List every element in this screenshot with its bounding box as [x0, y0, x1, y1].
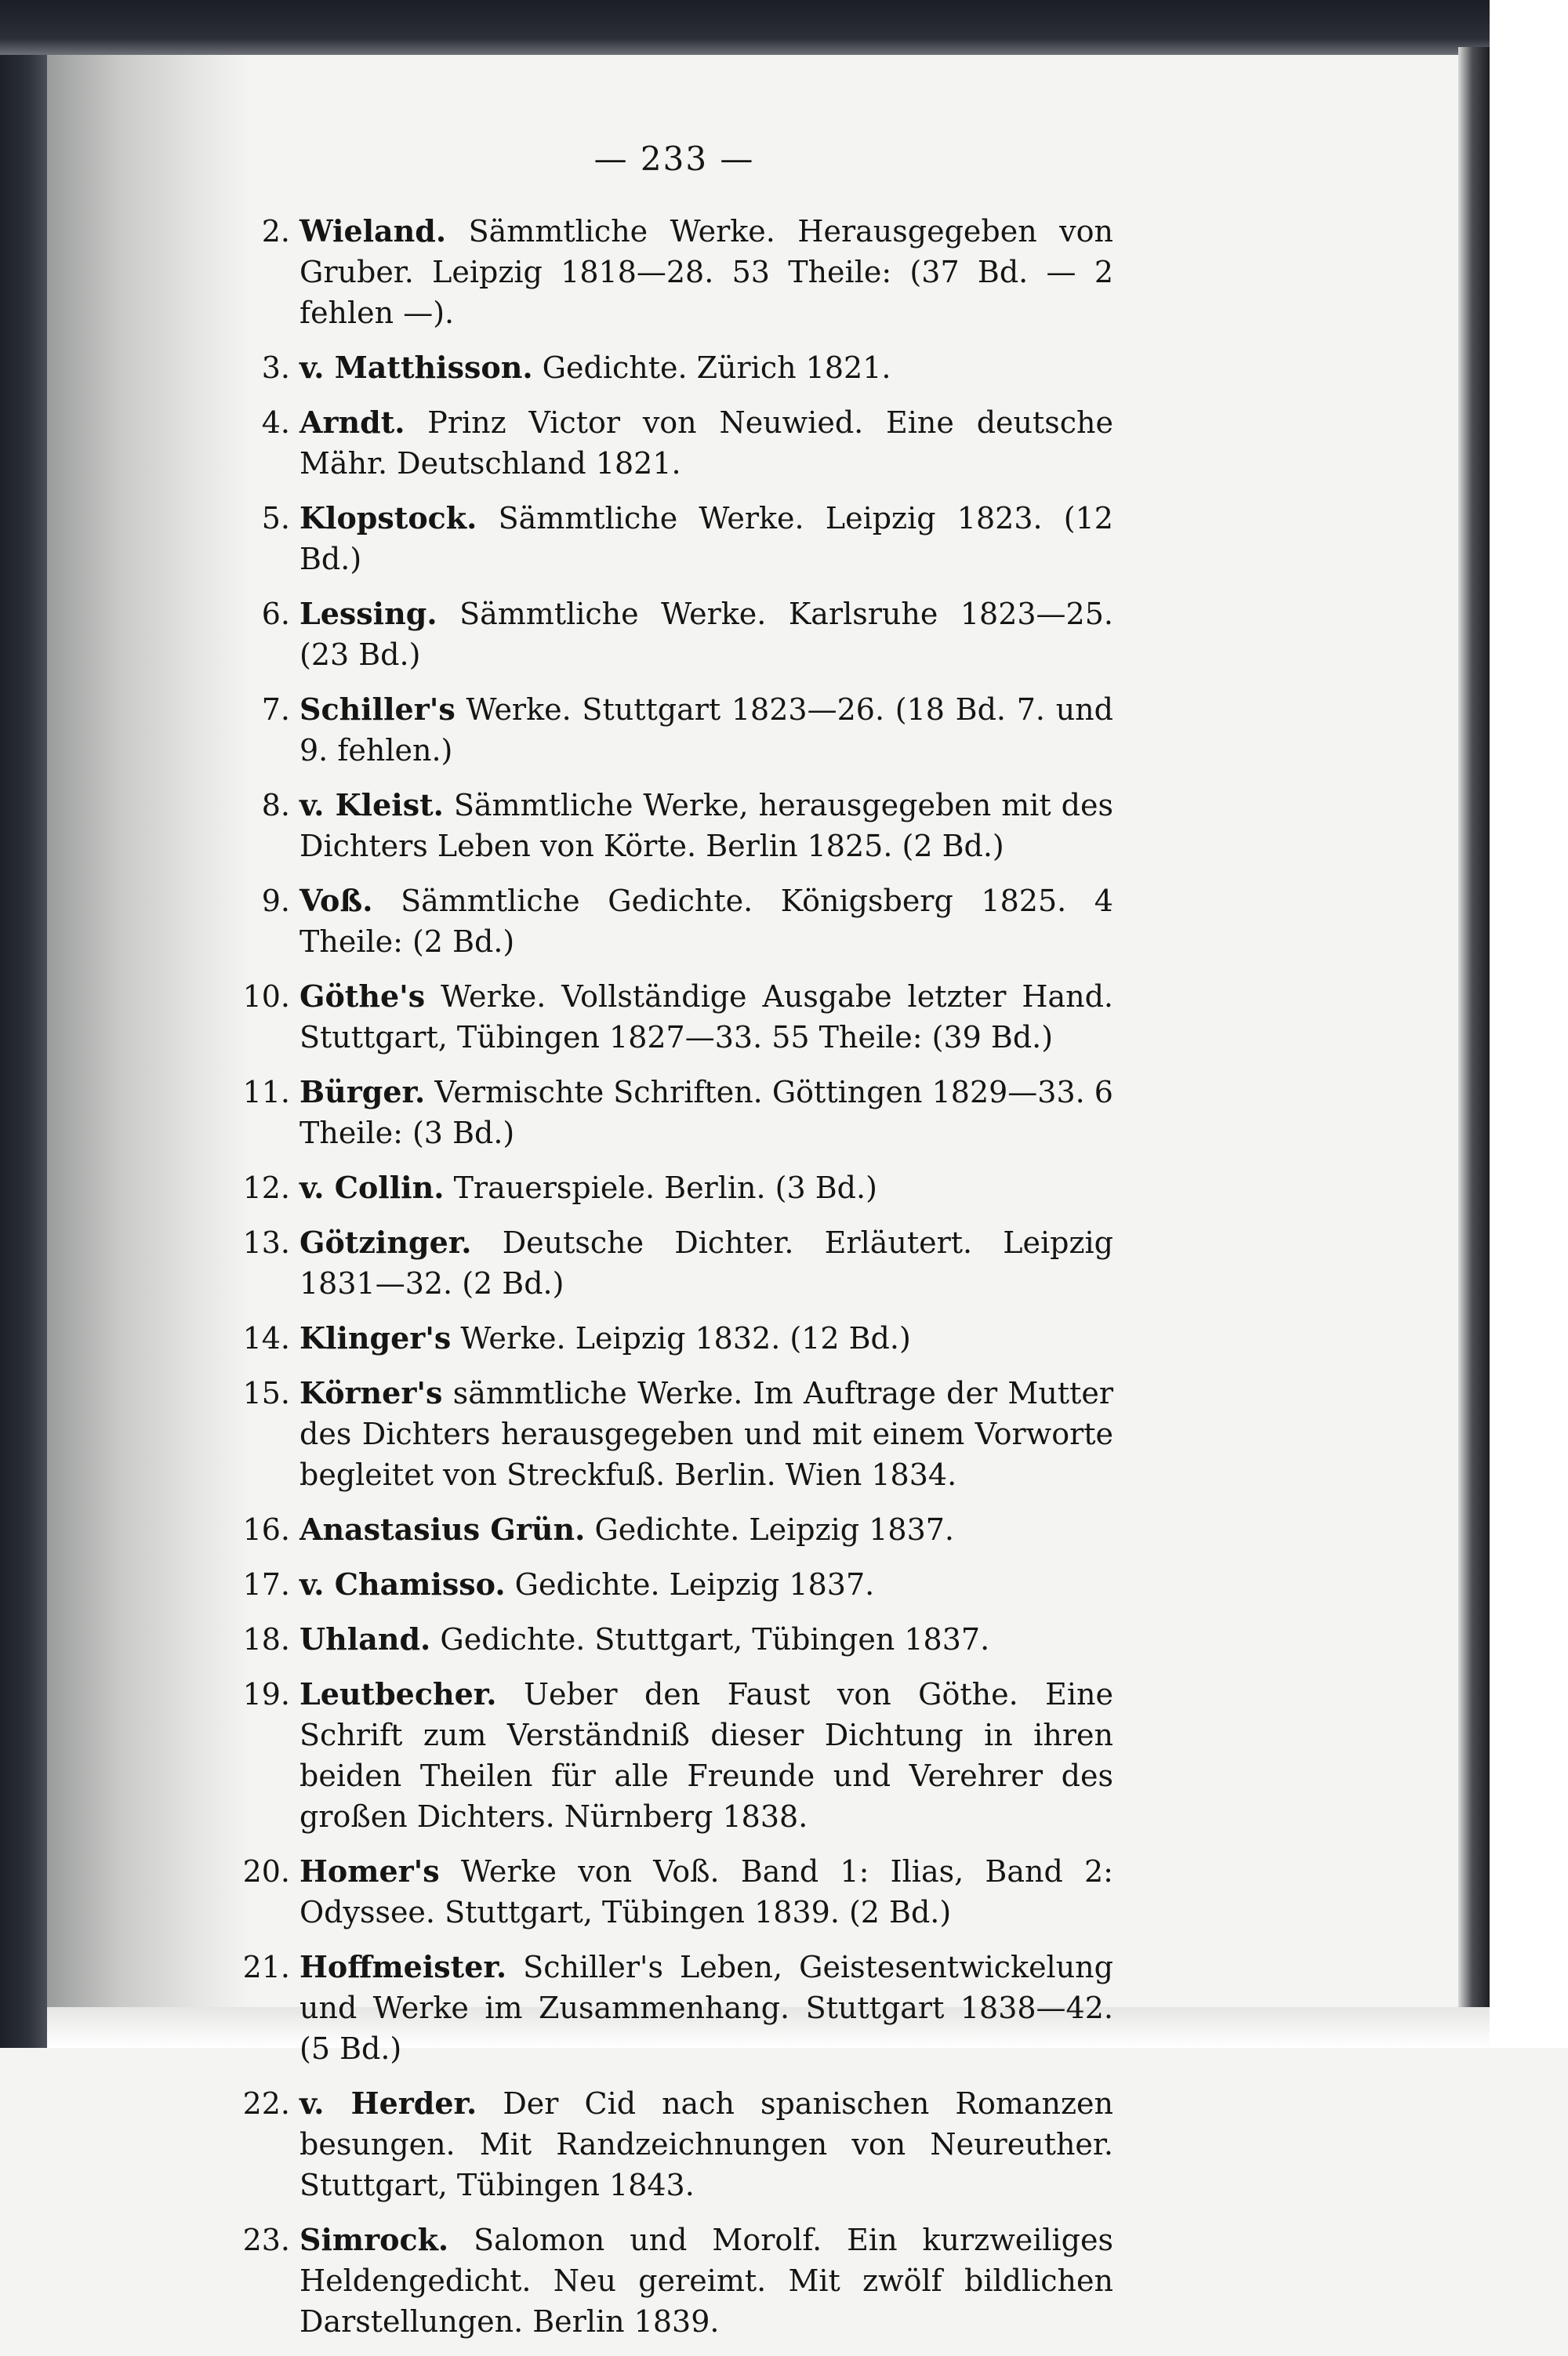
entry-number: 21. — [242, 1950, 290, 1984]
bibliography-entry — [235, 211, 1113, 333]
entry-number: 18. — [242, 1622, 290, 1657]
entry-text: Prinz Victor von Neuwied. Eine deutsche Mähr. Deutschland 1821. — [299, 405, 1113, 481]
bibliography-entry — [235, 2083, 1113, 2205]
entry-number: 11. — [242, 1075, 290, 1109]
book-top-edge — [0, 0, 1529, 55]
entry-text: Gedichte. Leipzig 1837. — [594, 1512, 954, 1547]
book-spine — [0, 0, 47, 2048]
bibliography-entry — [235, 1851, 1113, 1933]
entry-text: Gedichte. Zürich 1821. — [542, 350, 891, 385]
entry-text: Deutsche Dichter. Erläutert. Leipzig 1831—32. (2 Bd.) — [299, 1225, 1113, 1301]
entry-number: 10. — [242, 979, 290, 1014]
entry-author: Klopstock. — [299, 500, 477, 535]
bibliography-entry — [235, 689, 1113, 771]
page-gutter-shadow — [47, 0, 251, 2048]
entry-text: Vermischte Schriften. Göttingen 1829—33. 6 Theile: (3 Bd.) — [299, 1075, 1113, 1150]
bibliography-entry — [235, 880, 1113, 962]
entry-text: Trauerspiele. Berlin. (3 Bd.) — [453, 1171, 877, 1205]
entry-number: 16. — [242, 1512, 290, 1547]
entry-author: v. Kleist. — [299, 787, 444, 822]
book-right-edge — [1458, 47, 1490, 2007]
entry-number: 15. — [242, 1376, 290, 1410]
bibliography-entry — [235, 498, 1113, 579]
entry-number: 17. — [242, 1567, 290, 1602]
entry-author: Götzinger. — [299, 1225, 472, 1260]
page-number: — 233 — — [593, 140, 755, 178]
bibliography-entry — [235, 1167, 1113, 1208]
bibliography-entry — [235, 1072, 1113, 1153]
bibliography-entry — [235, 1318, 1113, 1359]
entry-author: Voß. — [299, 883, 373, 918]
entry-author: Körner's — [299, 1375, 443, 1410]
bibliography-entry — [235, 402, 1113, 484]
entry-text: Schiller's Leben, Geistesentwickelung und Werke im Zusammenhang. Stuttgart 1838—42. (5 Bd.) — [299, 1950, 1113, 2066]
entry-number: 7. — [261, 692, 290, 727]
bibliography-entry — [235, 1509, 1113, 1550]
entry-author: v. Matthisson. — [299, 350, 533, 385]
entry-number: 14. — [242, 1321, 290, 1356]
entry-author: v. Herder. — [299, 2086, 477, 2121]
entry-text: Gedichte. Stuttgart, Tübingen 1837. — [440, 1622, 990, 1657]
entry-text: Werke. Vollständige Ausgabe letzter Hand. Stuttgart, Tübingen 1827—33. 55 Theile: (39 Bd.) — [299, 979, 1113, 1055]
entry-author: Hoffmeister. — [299, 1949, 507, 1984]
bibliography-list — [235, 211, 1113, 2342]
entry-author: Schiller's — [299, 692, 456, 727]
entry-author: Bürger. — [299, 1074, 426, 1109]
entry-author: Uhland. — [299, 1621, 431, 1657]
entry-author: Wieland. — [299, 213, 447, 249]
entry-author: Leutbecher. — [299, 1676, 497, 1712]
entry-author: v. Chamisso. — [299, 1566, 506, 1602]
entry-number: 5. — [261, 501, 290, 535]
entry-number: 19. — [242, 1677, 290, 1712]
bibliography-entry — [235, 594, 1113, 675]
entry-number: 13. — [242, 1225, 290, 1260]
bibliography-entry — [235, 1674, 1113, 1837]
entry-text: Sämmtliche Werke, herausgegeben mit des Dichters Leben von Körte. Berlin 1825. (2 Bd.) — [299, 788, 1113, 863]
entry-author: v. Collin. — [299, 1170, 445, 1205]
bibliography-entry — [235, 1619, 1113, 1660]
bibliography-entry — [235, 785, 1113, 866]
entry-number: 12. — [242, 1171, 290, 1205]
entry-text: Sämmtliche Werke. Herausgegeben von Gruber. Leipzig 1818—28. 53 Theile: (37 Bd. — 2 fehlen —). — [299, 214, 1113, 330]
entry-text: Werke von Voß. Band 1: Ilias, Band 2: Odyssee. Stuttgart, Tübingen 1839. (2 Bd.) — [299, 1854, 1113, 1929]
entry-number: 22. — [242, 2086, 290, 2121]
bibliography-entry — [235, 1947, 1113, 2069]
entry-author: Klinger's — [299, 1320, 452, 1356]
entry-text: Werke. Leipzig 1832. (12 Bd.) — [460, 1321, 911, 1356]
entry-number: 8. — [261, 788, 290, 822]
entry-number: 20. — [242, 1854, 290, 1889]
bibliography-entry — [235, 1564, 1113, 1605]
bibliography-entry — [235, 1373, 1113, 1495]
entry-author: Göthe's — [299, 978, 426, 1014]
entry-author: Simrock. — [299, 2222, 449, 2257]
entry-author: Arndt. — [299, 405, 405, 440]
entry-text: Sämmtliche Werke. Leipzig 1823. (12 Bd.) — [299, 501, 1113, 576]
entry-number: 4. — [261, 405, 290, 440]
entry-author: Lessing. — [299, 596, 437, 631]
bibliography-entry — [235, 1222, 1113, 1304]
entry-text: Salomon und Morolf. Ein kurzweiliges Heldengedicht. Neu gereimt. Mit zwölf bildlichen Darstellungen. Berlin 1839. — [299, 2223, 1113, 2339]
entry-text: Werke. Stuttgart 1823—26. (18 Bd. 7. und 9. fehlen.) — [299, 692, 1113, 768]
document-page — [235, 118, 1113, 2356]
bibliography-entry — [235, 2220, 1113, 2342]
entry-text: Sämmtliche Gedichte. Königsberg 1825. 4 Theile: (2 Bd.) — [299, 884, 1113, 959]
entry-text: Sämmtliche Werke. Karlsruhe 1823—25. (23 Bd.) — [299, 597, 1113, 672]
entry-author: Anastasius Grün. — [299, 1512, 586, 1547]
bibliography-entry — [235, 347, 1113, 388]
entry-text: sämmtliche Werke. Im Auftrage der Mutter des Dichters herausgegeben und mit einem Vorworte begleitet von Streckfuß. Berlin. Wien 1834. — [299, 1376, 1113, 1492]
entry-number: 9. — [261, 884, 290, 918]
entry-number: 23. — [242, 2223, 290, 2257]
entry-author: Homer's — [299, 1853, 440, 1889]
scan-background — [1490, 0, 1568, 2048]
entry-text: Gedichte. Leipzig 1837. — [514, 1567, 875, 1602]
entry-number: 6. — [261, 597, 290, 631]
bibliography-entry — [235, 976, 1113, 1058]
entry-number: 3. — [261, 350, 290, 385]
entry-text: Ueber den Faust von Göthe. Eine Schrift zum Verständniß dieser Dichtung in ihren beiden Theilen für alle Freunde und Verehrer des großen Dichters. Nürnberg 1838. — [299, 1677, 1113, 1834]
entry-number: 2. — [261, 214, 290, 249]
entry-text: Der Cid nach spanischen Romanzen besungen. Mit Randzeichnungen von Neureuther. Stuttgart, Tübingen 1843. — [299, 2086, 1114, 2202]
